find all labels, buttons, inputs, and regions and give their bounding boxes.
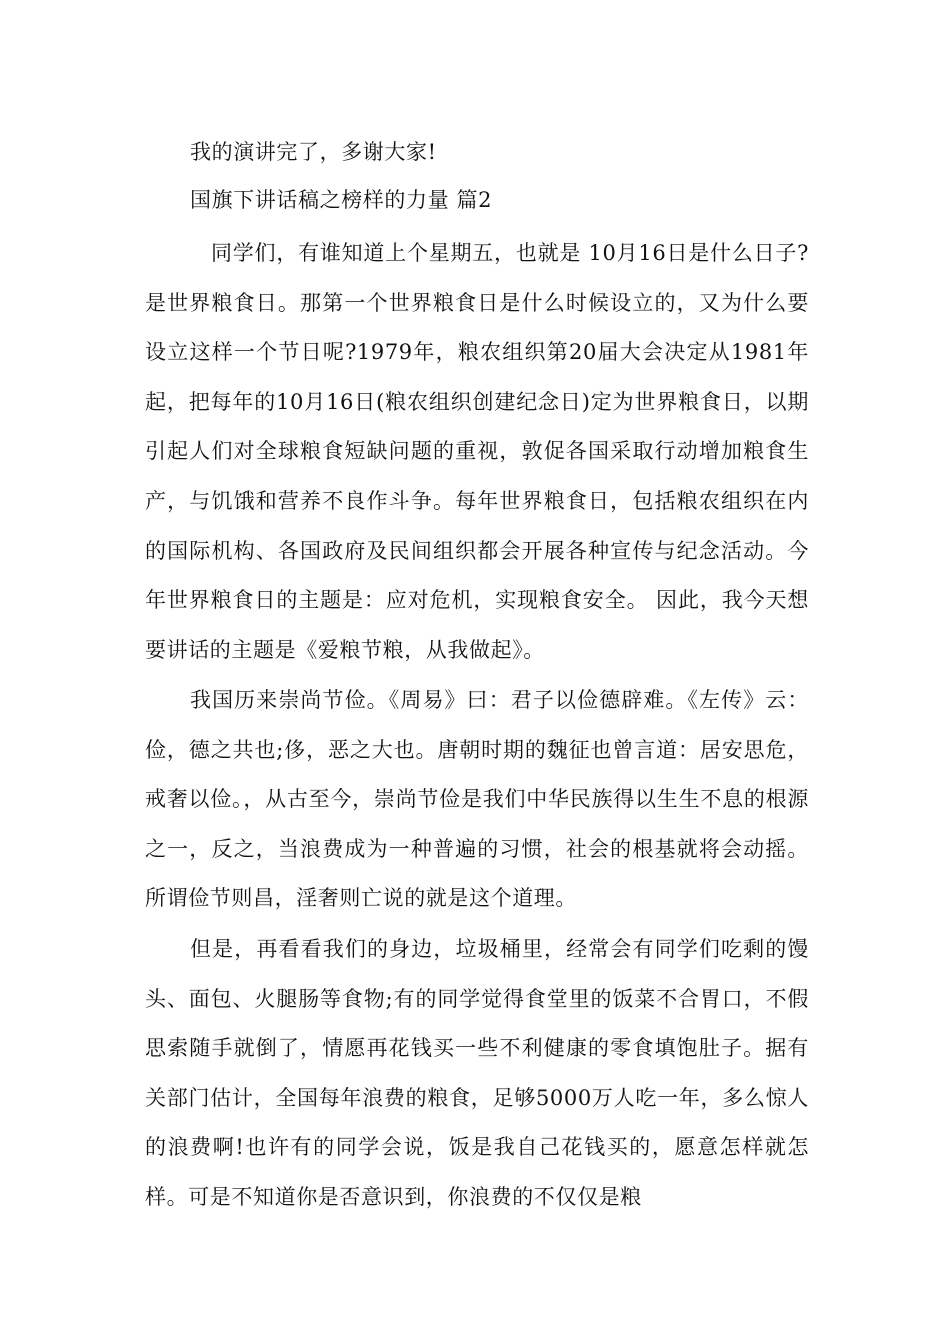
paragraph-world-food-day: 同学们，有谁知道上个星期五，也就是 10月16日是什么日子?是世界粮食日。那第一个世界粮食日是什么时候设立的，又为什么要设立这样一个节日呢?1979年，粮农组织第20届大会决定从1981年起，把每年的10月16日(粮农组织创建纪念日)定为世界粮食日，以期引起人们对全球粮食短缺问题的重视，敦促各国采取行动增加粮食生产，与饥饿和营养不良作斗争。每年世界粮食日，包括粮农组织在内的国际机构、各国政府及民间组织都会开展各种宣传与纪念活动。今年世界粮食日的主题是：应对危机，实现粮食安全。 因此，我今天想要讲话的主题是《爱粮节粮，从我做起》。 [145,241,809,662]
section-title: 国旗下讲话稿之榜样的力量 篇2 [190,188,493,212]
paragraph-food-waste: 但是，再看看我们的身边，垃圾桶里，经常会有同学们吃剩的馒头、面包、火腿肠等食物;有的同学觉得食堂里的饭菜不合胃口，不假思索随手就倒了，情愿再花钱买一些不利健康的零食填饱肚子。据有关部门估计，全国每年浪费的粮食，足够5000万人吃一年，多么惊人的浪费啊!也许有的同学会说，饭是我自己花钱买的，愿意怎样就怎样。可是不知道你是否意识到，你浪费的不仅仅是粮 [145,937,809,1209]
paragraph-thrift-tradition: 我国历来崇尚节俭。《周易》曰：君子以俭德辟难。《左传》云：俭，德之共也;侈，恶之大也。唐朝时期的魏征也曾言道：居安思危，戒奢以俭。，从古至今，崇尚节俭是我们中华民族得以生生不息的根源之一，反之，当浪费成为一种普遍的习惯，社会的根基就将会动摇。所谓俭节则昌，淫奢则亡说的就是这个道理。 [145,688,809,911]
closing-line: 我的演讲完了，多谢大家! [190,140,437,164]
